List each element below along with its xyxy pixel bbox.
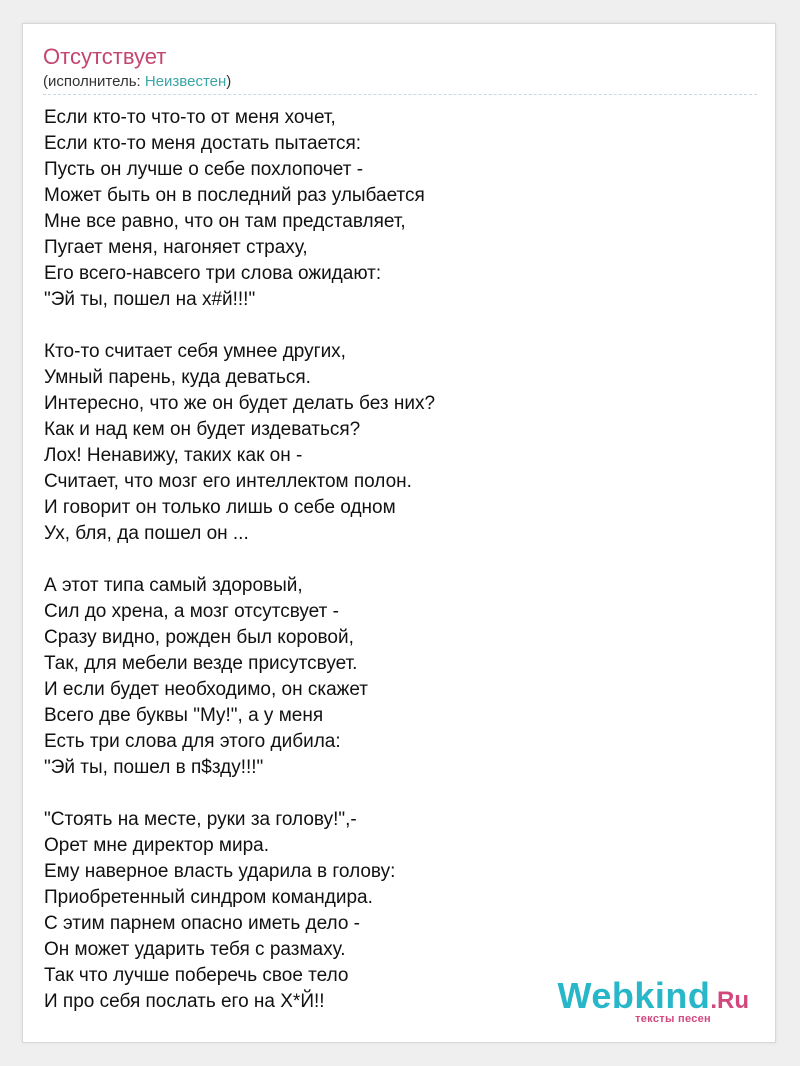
- lyric-line: Если кто-то меня достать пытается:: [44, 133, 362, 154]
- lyric-line: Может быть он в последний раз улыбается: [44, 185, 425, 206]
- artist-link[interactable]: Неизвестен: [144, 73, 227, 90]
- artist-prefix: (исполнитель:: [43, 73, 145, 90]
- lyric-line: И если будет необходимо, он скажет: [44, 679, 369, 700]
- lyric-line: Кто-то считает себя умнее других,: [44, 341, 346, 362]
- watermark-subtitle: тексты песен: [635, 1013, 711, 1025]
- lyric-line: Есть три слова для этого дибила:: [44, 731, 341, 752]
- lyric-line: А этот типа самый здоровый,: [44, 575, 303, 596]
- lyric-line: Орет мне директор мира.: [44, 835, 270, 856]
- lyric-line: С этим парнем опасно иметь дело -: [44, 913, 361, 934]
- webkind-watermark: [549, 976, 749, 1026]
- lyric-line: Так, для мебели везде присутсвует.: [44, 653, 358, 674]
- lyric-line: Его всего-навсего три слова ожидают:: [44, 263, 382, 284]
- stanza-break: [44, 313, 744, 339]
- lyric-line: Умный парень, куда деваться.: [44, 367, 311, 388]
- lyric-line: Лох! Ненавижу, таких как он -: [44, 445, 303, 466]
- lyric-line: И говорит он только лишь о себе одном: [44, 497, 396, 518]
- lyric-line: И про себя послать его на Х*Й!!: [44, 991, 325, 1012]
- lyric-line: Если кто-то что-то от меня хочет,: [44, 107, 336, 128]
- lyric-line: Ему наверное власть ударила в голову:: [44, 861, 396, 882]
- lyric-line: Пугает меня, нагоняет страху,: [44, 237, 308, 258]
- artist-line: [43, 73, 231, 91]
- lyric-line: Всего две буквы "Му!", а у меня: [44, 705, 324, 726]
- lyric-line: Считает, что мозг его интеллектом полон.: [44, 471, 412, 492]
- lyric-line: Интересно, что же он будет делать без них?: [44, 393, 436, 414]
- lyrics-body: [44, 105, 744, 1015]
- stanza-break: [44, 781, 744, 807]
- lyric-line: Как и над кем он будет издеваться?: [44, 419, 361, 440]
- lyric-line: "Стоять на месте, руки за голову!",-: [44, 809, 357, 830]
- watermark-tld: .Ru: [710, 987, 749, 1014]
- watermark-brand: Webkind: [557, 975, 711, 1016]
- lyric-line: "Эй ты, пошел на х#й!!!": [44, 289, 256, 310]
- lyric-line: Так что лучше поберечь свое тело: [44, 965, 349, 986]
- lyric-line: Пусть он лучше о себе похлопочет -: [44, 159, 364, 180]
- lyric-line: "Эй ты, пошел в п$зду!!!": [44, 757, 264, 778]
- lyric-line: Ух, бля, да пошел он ...: [44, 523, 249, 544]
- lyric-line: Он может ударить тебя с размаху.: [44, 939, 346, 960]
- lyric-line: Приобретенный синдром командира.: [44, 887, 373, 908]
- stanza-break: [44, 547, 744, 573]
- lyric-line: Сил до хрена, а мозг отсутсвует -: [44, 601, 339, 622]
- lyric-line: Мне все равно, что он там представляет,: [44, 211, 406, 232]
- lyric-line: Сразу видно, рожден был коровой,: [44, 627, 354, 648]
- header-divider: [43, 94, 757, 95]
- artist-suffix: ): [226, 73, 232, 90]
- song-title: Отсутствует: [43, 44, 167, 69]
- lyrics-card: [22, 23, 776, 1043]
